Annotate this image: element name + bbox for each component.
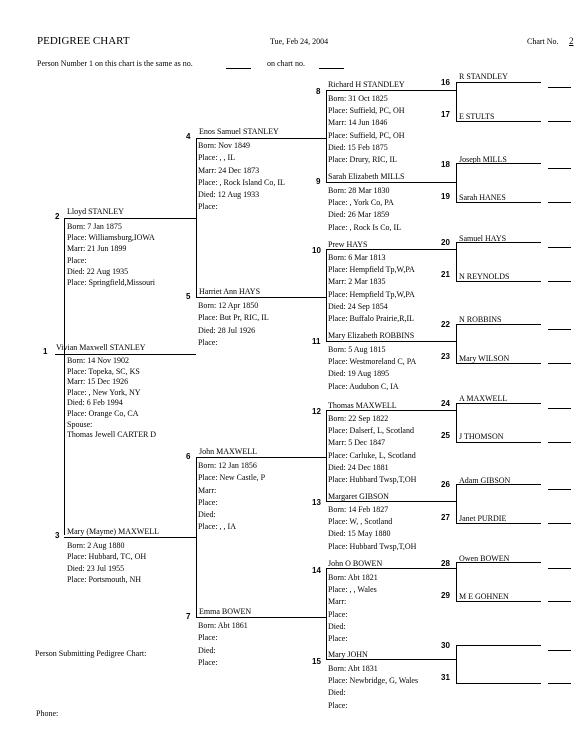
person-number: 18 (441, 160, 450, 169)
person-details (328, 185, 401, 234)
connector-6-7 (196, 457, 197, 617)
place-line: Place: (67, 255, 87, 265)
died-line: Died: 15 May 1880 (328, 529, 391, 539)
person-line (456, 683, 541, 684)
same-as-blank (226, 68, 251, 69)
same-as-text: Person Number 1 on this chart is the same as no. (37, 59, 193, 68)
place-line: Place: Hubbard Twsp,T,OH (328, 475, 417, 485)
place-line: Place: New Castle, P (198, 473, 266, 483)
born-line: Born: Abt 1831 (328, 664, 378, 673)
place-line: Place: , Rock Island Co, IL (198, 177, 285, 187)
person-number: 14 (312, 566, 321, 575)
place-line: Place: (328, 700, 348, 710)
place-line: Place: , Rock Is Co, IL (328, 222, 402, 232)
died-line: Died: 22 Aug 1935 (67, 266, 129, 276)
continuation-blank (548, 683, 571, 684)
person-name: R STANDLEY (459, 72, 508, 81)
submitter-label: Person Submitting Pedigree Chart: (35, 649, 147, 658)
place-line: Place: Topeka, SC, KS (67, 366, 140, 376)
person-name: Sarah Elizabeth MILLS (328, 172, 405, 181)
person-number: 19 (441, 192, 450, 201)
marr-line: Marr: 5 Dec 1847 (328, 438, 386, 448)
died-line: Died: 24 Dec 1881 (328, 462, 389, 472)
connector-20-21 (456, 242, 457, 281)
on-chart-blank (319, 68, 344, 69)
continuation-blank (548, 329, 571, 330)
person-line (456, 82, 541, 83)
person-line (456, 645, 541, 646)
person-number: 7 (186, 612, 191, 621)
died-line: Died: (198, 645, 216, 655)
continuation-blank (548, 363, 571, 364)
died-line: Died: 24 Sep 1854 (328, 301, 388, 311)
died-line: Died: 12 Aug 1933 (198, 190, 260, 200)
connector-4-5 (196, 138, 197, 297)
connector-10-11 (326, 249, 327, 341)
person-number: 17 (441, 110, 450, 119)
connector-26-27 (456, 484, 457, 523)
chart-title: PEDIGREE CHART (37, 35, 130, 47)
born-line: Born: 5 Aug 1815 (328, 345, 386, 354)
place-line: Place: Newbridge, G, Wales (328, 676, 419, 686)
person-line (326, 182, 456, 183)
place-line: Place: But Pr, RIC, IL (198, 313, 269, 323)
place-line: Place: (198, 202, 218, 212)
person-details (67, 540, 146, 586)
person-line (64, 218, 196, 219)
person-name: Margaret GIBSON (328, 492, 389, 501)
place-line: Place: , , IA (198, 522, 236, 532)
person-number: 29 (441, 591, 450, 600)
person-line (196, 138, 326, 139)
person-name: Janet PURDIE (459, 514, 507, 523)
continuation-blank (548, 568, 571, 569)
chart-date: Tue, Feb 24, 2004 (270, 37, 329, 46)
person-name: Harriet Ann HAYS (199, 287, 261, 296)
marr-line: Marr: 21 Jun 1899 (67, 244, 127, 254)
place-line: Place: (198, 633, 218, 643)
person-number: 20 (441, 238, 450, 247)
connector-16-17 (456, 82, 457, 121)
person-name: Mary (Mayme) MAXWELL (67, 527, 159, 536)
person-name: Owen BOWEN (459, 554, 510, 563)
person-details (328, 413, 416, 486)
spouse-name: Thomas Jewell CARTER D (67, 430, 157, 440)
place-line: Place: (198, 657, 218, 667)
born-line: Born: 14 Feb 1827 (328, 505, 389, 514)
chart-number-label: Chart No. (527, 37, 559, 46)
person-name: Mary JOHN (328, 650, 368, 659)
person-details (198, 140, 285, 214)
continuation-blank (548, 442, 571, 443)
person-number: 16 (441, 78, 450, 87)
died-line: Died: (198, 510, 216, 520)
person-name: Prew HAYS (328, 240, 368, 249)
person-number: 30 (441, 641, 450, 650)
connector-30-31 (456, 645, 457, 683)
place-line: Place: Hubbard Twsp,T,OH (328, 541, 417, 551)
marr-line: Marr: 2 Mar 1835 (328, 277, 386, 287)
person-number: 3 (55, 531, 60, 540)
connector-14-15 (326, 568, 327, 659)
person-name: Mary WILSON (459, 354, 510, 363)
place-line: Place: Hempfield Tp,W,PA (328, 265, 415, 275)
place-line: Place: Dalserf, L, Scotland (328, 426, 414, 436)
place-line: Place: Springfield,Missouri (67, 278, 155, 288)
place-line: Place: (328, 609, 348, 619)
person-number: 9 (316, 177, 321, 186)
person-details (198, 300, 269, 349)
person-name: John O BOWEN (328, 559, 383, 568)
person-line (196, 457, 326, 458)
continuation-blank (548, 523, 571, 524)
person-name: N REYNOLDS (459, 272, 510, 281)
person-name: Sarah HANES (459, 193, 506, 202)
spouse-label: Spouse: (67, 419, 93, 429)
connector-2-3 (64, 218, 65, 535)
person-line (55, 354, 196, 355)
place-line: Place: Portsmouth, NH (67, 575, 141, 585)
place-line: Place: Westmoreland C, PA (328, 357, 417, 367)
connector-24-25 (456, 403, 457, 442)
person-number: 2 (55, 212, 60, 221)
died-line: Died: (328, 621, 346, 631)
continuation-blank (548, 408, 571, 409)
place-line: Place: Drury, RIC, IL (328, 155, 398, 165)
place-line: Place: (198, 337, 218, 347)
person-name: Lloyd STANLEY (67, 207, 124, 216)
continuation-blank (548, 168, 571, 169)
place-line: Place: Audubon C, IA (328, 381, 399, 391)
connector-18-19 (456, 163, 457, 202)
person-details (198, 620, 248, 669)
person-details (328, 93, 405, 166)
died-line: Died: 28 Jul 1926 (198, 325, 256, 335)
person-details (67, 221, 155, 288)
place-line: Place: Suffield, PC, OH (328, 106, 405, 116)
phone-label: Phone: (36, 709, 59, 718)
marr-line: Marr: (198, 485, 217, 495)
died-line: Died: 23 Jul 1955 (67, 563, 125, 573)
person-name: J THOMSON (459, 432, 504, 441)
person-number: 12 (312, 407, 321, 416)
died-line: Died: 19 Aug 1895 (328, 369, 390, 379)
person-number: 28 (441, 559, 450, 568)
marr-line: Marr: 24 Dec 1873 (198, 165, 260, 175)
person-name: Thomas MAXWELL (328, 401, 397, 410)
person-line (196, 297, 326, 298)
connector-28-29 (456, 562, 457, 601)
person-number: 4 (186, 132, 191, 141)
person-number: 8 (316, 87, 321, 96)
born-line: Born: 7 Jan 1875 (67, 222, 122, 231)
place-line: Place: W, , Scotland (328, 517, 393, 527)
place-line: Place: (198, 497, 218, 507)
person-details (328, 663, 418, 712)
died-line: Died: (328, 688, 346, 698)
person-number: 26 (441, 480, 450, 489)
person-details (328, 344, 416, 393)
place-line: Place: Carluke, L, Scotland (328, 450, 416, 460)
person-number: 15 (312, 657, 321, 666)
continuation-blank (548, 281, 571, 282)
person-number: 27 (441, 513, 450, 522)
person-details (328, 504, 416, 553)
person-number: 5 (186, 292, 191, 301)
person-name: Emma BOWEN (199, 607, 252, 616)
person-line (64, 537, 196, 538)
person-name: E STULTS (459, 112, 495, 121)
person-number: 21 (441, 270, 450, 279)
on-chart-text: on chart no. (267, 59, 305, 68)
born-line: Born: 12 Apr 1850 (198, 301, 259, 310)
died-line: Died: 26 Mar 1859 (328, 210, 390, 220)
person-number: 6 (186, 452, 191, 461)
continuation-blank (548, 601, 571, 602)
person-name: Vivian Maxwell STANLEY (56, 343, 146, 352)
person-number: 25 (441, 431, 450, 440)
born-line: Born: 31 Oct 1825 (328, 94, 388, 103)
born-line: Born: Abt 1821 (328, 573, 378, 582)
place-line: Place: Buffalo Prairie,R,IL (328, 314, 415, 324)
born-line: Born: 22 Sep 1822 (328, 414, 389, 423)
marr-line: Marr: 14 Jun 1846 (328, 118, 388, 128)
place-line: Place: Orange Co, CA (67, 408, 139, 418)
place-line: Place: Hempfield Tp,W,PA (328, 289, 415, 299)
continuation-blank (548, 489, 571, 490)
born-line: Born: 14 Nov 1902 (67, 356, 129, 365)
place-line: Place: , New York, NY (67, 387, 141, 397)
born-line: Born: Nov 1849 (198, 141, 250, 150)
person-line (326, 90, 456, 91)
person-name: N ROBBINS (459, 315, 502, 324)
person-name: Samuel HAYS (459, 234, 507, 243)
person-details (328, 572, 378, 645)
person-details (198, 460, 265, 534)
person-number: 10 (312, 246, 321, 255)
place-line: Place: (328, 634, 348, 644)
born-line: Born: 2 Aug 1880 (67, 541, 125, 550)
person-name: Mary Elizabeth ROBBINS (328, 331, 415, 340)
person-number: 22 (441, 320, 450, 329)
person-name: Joseph MILLS (459, 155, 507, 164)
place-line: Place: , , IL (198, 153, 236, 163)
person-name: John MAXWELL (199, 447, 257, 456)
place-line: Place: , , Wales (328, 585, 377, 595)
born-line: Born: 12 Jan 1856 (198, 461, 257, 470)
person-number: 24 (441, 399, 450, 408)
marr-line: Marr: (328, 597, 347, 607)
connector-8-9 (326, 90, 327, 182)
connector-22-23 (456, 324, 457, 363)
place-line: Place: Hubbard, TC, OH (67, 552, 147, 562)
person-name: M E GOHNEN (459, 592, 509, 601)
person-number: 13 (312, 498, 321, 507)
person-name: A MAXWELL (459, 394, 508, 403)
place-line: Place: Suffield, PC, OH (328, 130, 405, 140)
place-line: Place: , York Co, PA (328, 198, 394, 208)
continuation-blank (548, 121, 571, 122)
continuation-blank (548, 87, 571, 88)
person-name: Richard H STANDLEY (328, 80, 405, 89)
born-line: Born: Abt 1861 (198, 621, 248, 630)
born-line: Born: 28 Mar 1830 (328, 186, 390, 195)
person-line (326, 341, 456, 342)
died-line: Died: 15 Feb 1875 (328, 142, 388, 152)
person-number: 11 (312, 337, 321, 346)
died-line: Died: 6 Feb 1994 (67, 398, 123, 408)
continuation-blank (548, 202, 571, 203)
person-line (456, 442, 541, 443)
connector-12-13 (326, 410, 327, 501)
chart-number: 2 (569, 36, 574, 46)
marr-line: Marr: 15 Dec 1926 (67, 377, 129, 387)
person-name: Adam GIBSON (459, 476, 511, 485)
person-details (328, 252, 415, 325)
person-line (196, 617, 326, 618)
person-details (67, 356, 156, 441)
place-line: Place: Williamsburg,IOWA (67, 233, 155, 243)
person-number: 31 (441, 673, 450, 682)
person-number: 23 (441, 352, 450, 361)
continuation-blank (548, 247, 571, 248)
person-name: Enos Samuel STANLEY (199, 127, 279, 136)
person-number: 1 (43, 347, 48, 356)
born-line: Born: 6 Mar 1813 (328, 253, 386, 262)
continuation-blank (548, 650, 571, 651)
